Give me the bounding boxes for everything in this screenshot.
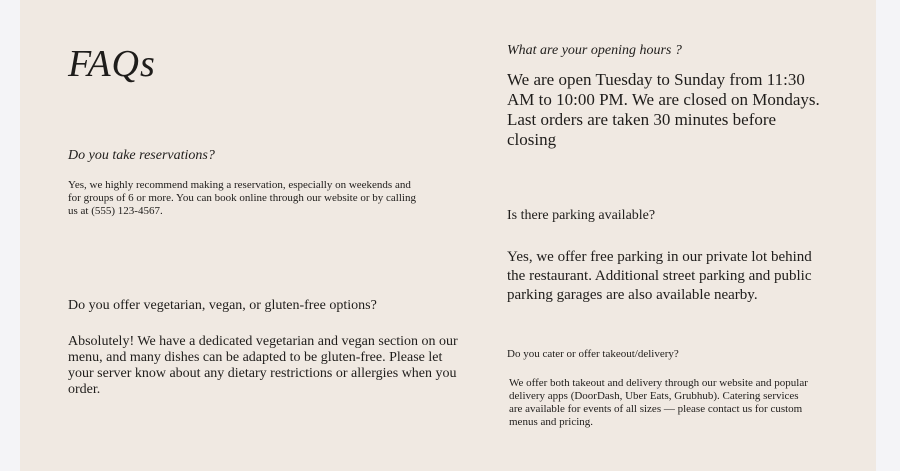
faq-page — [20, 0, 876, 471]
faq-answer-dietary: Absolutely! We have a dedicated vegetarian and vegan section on our menu, and many dishes can be adapted to be gluten-free. Please let your server know about any dietary restrictions or allergies when you order. — [68, 334, 458, 397]
faq-question-parking: Is there parking available? — [507, 208, 656, 223]
faq-question-hours: What are your opening hours ? — [507, 43, 682, 58]
faq-question-delivery: Do you cater or offer takeout/delivery? — [507, 348, 679, 360]
faq-answer-parking: Yes, we offer free parking in our private lot behind the restaurant. Additional street parking and public parking garages are also available nearby. — [507, 249, 812, 303]
faq-answer-reservations: Yes, we highly recommend making a reservation, especially on weekends and for groups of 6 or more. You can book online through our website or by calling us at (555) 123-4567. — [68, 179, 416, 217]
faq-question-dietary: Do you offer vegetarian, vegan, or gluten-free options? — [68, 298, 377, 313]
faq-answer-hours: We are open Tuesday to Sunday from 11:30 AM to 10:00 PM. We are closed on Mondays. Last orders are taken 30 minutes before closing — [507, 70, 820, 149]
faq-answer-delivery: We offer both takeout and delivery through our website and popular delivery apps (DoorDash, Uber Eats, Grubhub). Catering services are available for events of all sizes — please contact us for custom menus and pricing. — [509, 377, 808, 428]
page-title: FAQs — [68, 43, 156, 85]
faq-question-reservations: Do you take reservations? — [68, 148, 215, 163]
